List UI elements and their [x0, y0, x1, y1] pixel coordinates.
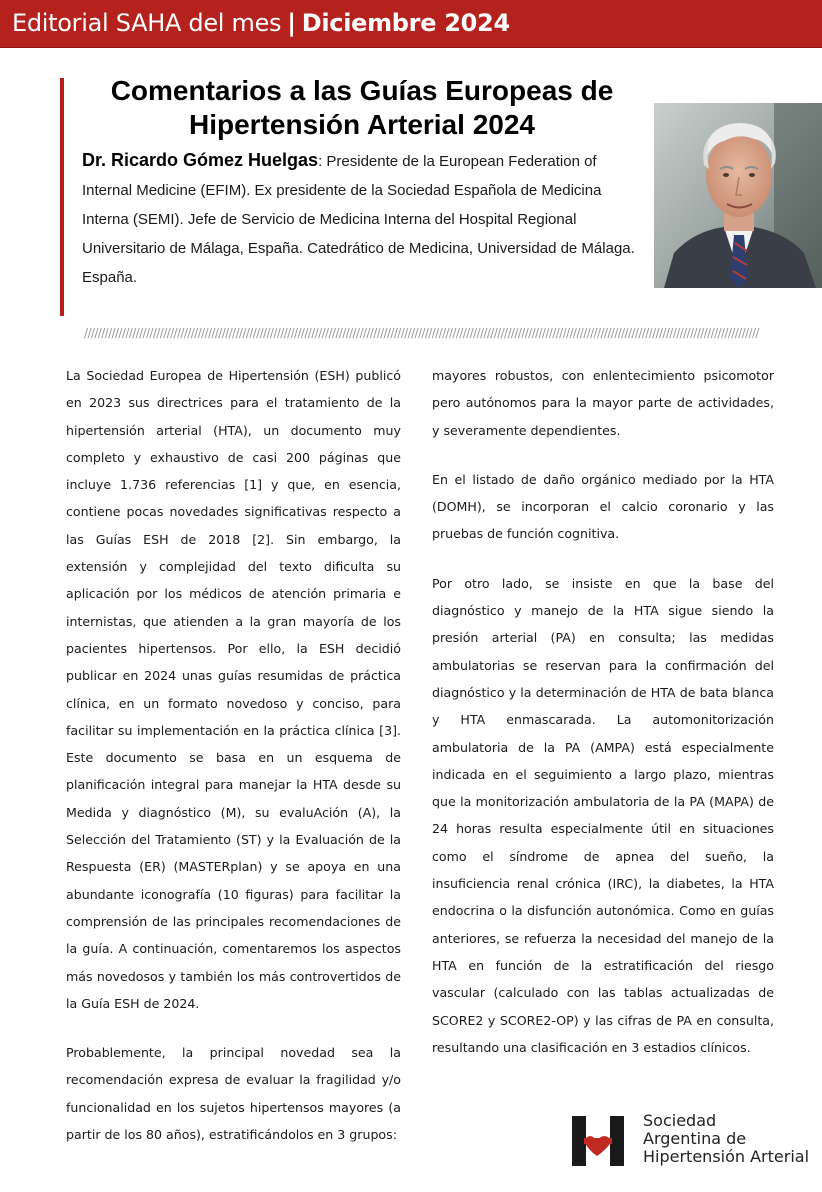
column-left — [66, 362, 401, 1170]
paragraph: Por otro lado, se insiste en que la base del diagnóstico y manejo de la HTA sigue siendo la presión arterial (PA) en consulta; las medidas ambulatorias se reservan para la confirmación del diagnóstico y la determinación de HTA de bata blanca y HTA enmascarada. La automonitorización ambulatoria de la PA (AMPA) está especialmente indicada en el seguimiento a largo plazo, mientras que la monitorización ambulatoria de la PA (MAPA) de 24 horas resulta especialmente útil en situaciones como el síndrome de apnea del sueño, la insuficiencia renal crónica (IRC), la diabetes, la HTA endocrina o la disfunción autonómica. Como en guías anteriores, se refuerza la necesidad del manejo de la HTA en función de la estratificación del riesgo vascular (calculado con las tablas actualizadas de SCORE2 y SCORE2-OP) y las cifras de PA en consulta, resultando una clasificación en 3 estadios clínicos. — [432, 575, 774, 1055]
article-title-line-1: Comentarios a las Guías Europeas de — [110, 75, 614, 106]
paragraph: Probablemente, la principal novedad sea la recomendación expresa de evaluar la fragilidad y/o funcionalidad en los sujetos hipertensos mayores (a partir de los 80 años), estratificándolos en 3 grupos: — [66, 1045, 401, 1143]
header-section: Editorial SAHA del mes — [12, 9, 282, 37]
article-title — [72, 74, 652, 142]
logo-line-3: Hipertensión Arterial — [643, 1147, 810, 1166]
paragraph: mayores robustos, con enlentecimiento psicomotor pero autónomos para la mayor parte de actividades, y severamente dependientes. — [432, 368, 774, 438]
header-separator: | — [287, 9, 296, 37]
author-portrait — [654, 103, 822, 288]
header-bar — [0, 0, 822, 48]
saha-logo-mark-icon — [570, 1114, 634, 1170]
author-description: : Presidente de la European Federation of Internal Medicine (EFIM). Ex presidente de la Sociedad Española de Medicina Interna (SEMI). Jefe de Servicio de Medicina Interna del Hospital Regional Universitario de Málaga, España. Catedrático de Medicina, Universidad de Málaga. España. — [82, 153, 635, 286]
header-date: Diciembre 2024 — [301, 9, 510, 37]
author-bio — [82, 146, 638, 292]
author-name: Dr. Ricardo Gómez Huelgas — [82, 150, 319, 170]
logo-line-2: Argentina de — [643, 1129, 747, 1148]
header-title — [12, 9, 510, 37]
saha-logo — [570, 1110, 820, 1172]
paragraph: La Sociedad Europea de Hipertensión (ESH) publicó en 2023 sus directrices para el tratamiento de la hipertensión arterial (HTA), un documento muy completo y exhaustivo de casi 200 páginas que incluye 1.736 referencias [1] y que, en esencia, contiene pocas novedades significativas respecto a las Guías ESH de 2018 [2]. Sin embargo, la extensión y complejidad del texto dificulta su aplicación por los médicos de atención primaria e internistas, que atienden a la gran mayoría de los pacientes hipertensos. Por ello, la ESH decidió publicar en 2024 unas guías resumidas de práctica clínica, en un formato novedoso y conciso, para facilitar su implementación en la práctica clínica [3]. Este documento se basa en un esquema de planificación integral para manejar la HTA desde su Medida y diagnóstico (M), su evaluAción (A), la Selección del Tratamiento (ST) y la Evaluación de la Respuesta (ER) (MASTERplan) y se apoya en una abundante iconografía (10 figuras) para facilitar la comprensión de las principales recomendaciones de la guía. A continuación, comentaremos los aspectos más novedosos y también los más controvertidos de la Guía ESH de 2024. — [66, 368, 401, 1011]
paragraph: En el listado de daño orgánico mediado por la HTA (DOMH), se incorporan el calcio coronario y las pruebas de función cognitiva. — [432, 471, 774, 542]
author-photo — [654, 103, 822, 288]
saha-logo-text — [643, 1112, 809, 1166]
article-title-line-2: Hipertensión Arterial 2024 — [189, 109, 535, 140]
logo-line-1: Sociedad — [643, 1111, 717, 1130]
accent-line — [60, 78, 64, 316]
section-divider: //////////////////////////////////////////////////////////////////////////////////////////////////////////////////////////////////////////////////////////////////////////////////////////////////// — [84, 326, 759, 340]
column-right — [432, 362, 774, 1083]
